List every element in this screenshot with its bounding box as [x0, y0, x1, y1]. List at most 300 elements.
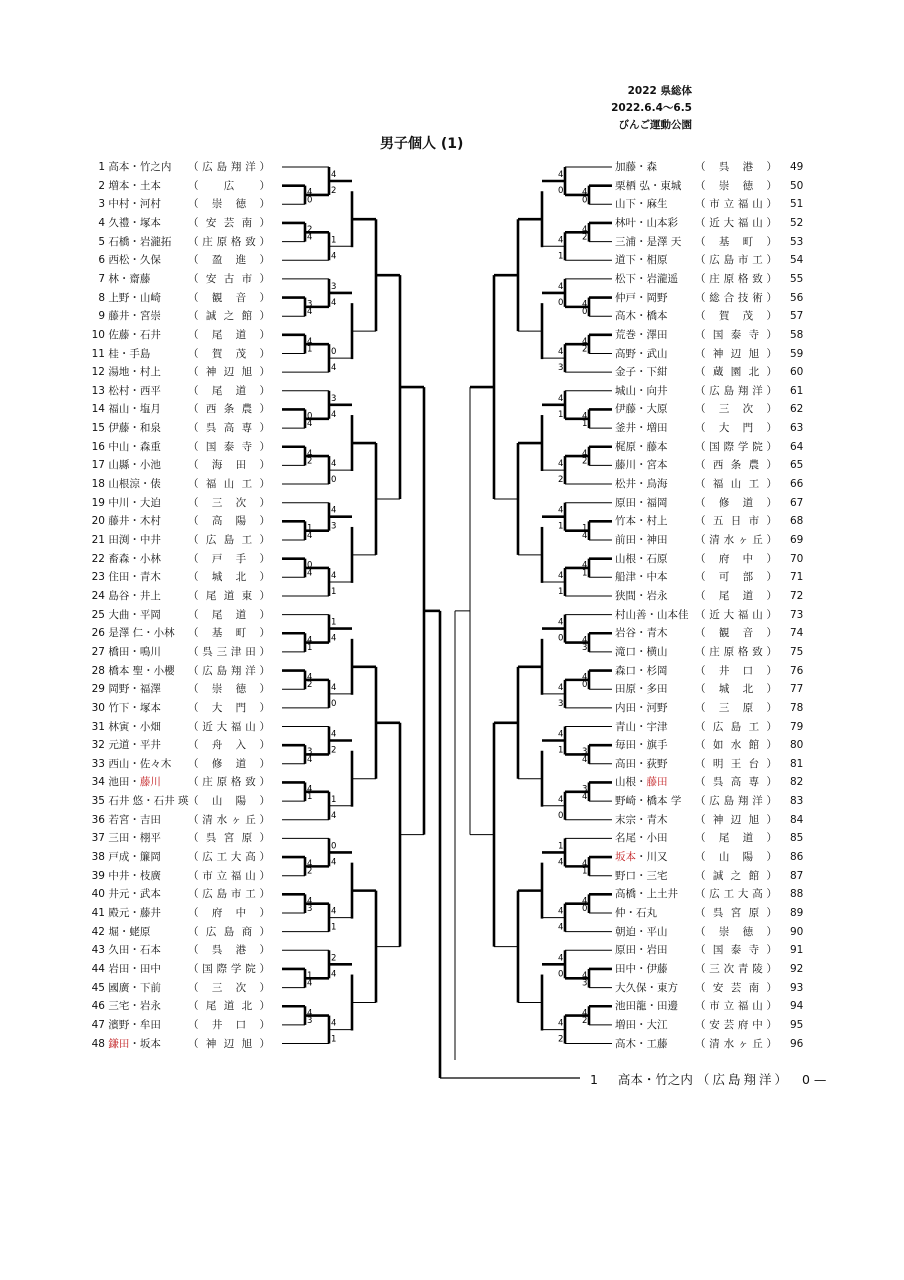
player-number: 25: [91, 608, 105, 621]
match-score: 4: [331, 682, 337, 693]
match-score: 2: [331, 953, 337, 964]
player-school: （ 呉 港 ）: [188, 944, 270, 957]
player-name: 林・齋藤: [108, 272, 151, 285]
match-score: 0: [558, 185, 564, 196]
match-score: 4: [558, 281, 564, 292]
player-number: 60: [790, 366, 804, 379]
player-name: 高橋・上土井: [615, 888, 678, 901]
player-name: 石井 悠・石井 瑛: [108, 795, 189, 808]
header-venue: びんご運動公園: [618, 119, 692, 131]
player-number: 30: [91, 701, 105, 714]
player-school: （ 清 水 ヶ 丘 ）: [695, 534, 777, 546]
player-number: 18: [91, 478, 105, 491]
player-number: 21: [91, 534, 105, 546]
player-school: （ 総 合 技 術 ）: [695, 291, 777, 304]
match-score: 4: [558, 729, 564, 740]
player-number: 13: [91, 384, 105, 397]
player-name: 釜井・増田: [615, 422, 668, 435]
player-school: （ 舟 入 ）: [188, 739, 270, 752]
player-school: （ 尾 道 ）: [695, 589, 777, 602]
player-school: （ 国 際 学 院 ）: [188, 962, 270, 975]
player-number: 28: [91, 664, 105, 677]
player-name: 高木・橋本: [615, 310, 668, 323]
player-number: 39: [91, 869, 105, 882]
player-number: 92: [790, 962, 804, 975]
player-number: 71: [790, 571, 804, 584]
header-year-event: 2022 県総体: [627, 85, 692, 97]
player-school: （ 広 島 翔 洋 ）: [188, 161, 270, 173]
player-school: （ 府 中 ）: [695, 552, 777, 565]
match-score: 4: [331, 505, 337, 516]
match-score: 1: [582, 523, 588, 534]
match-score: 2: [331, 185, 337, 196]
match-score: 4: [307, 859, 313, 870]
player-school: （ 呉 高 専 ）: [188, 422, 270, 435]
player-school: （ 市 立 福 山 ）: [695, 198, 777, 211]
player-school: （ 神 辺 旭 ）: [188, 366, 270, 379]
player-school: （ 盈 進 ）: [188, 254, 270, 267]
match-score: 2: [307, 866, 313, 877]
player-name: 若宮・吉田: [108, 813, 161, 826]
player-school: （ 如 水 館 ）: [695, 739, 777, 752]
match-score: 4: [331, 251, 337, 262]
player-number: 55: [790, 272, 804, 285]
match-score: 4: [331, 810, 337, 821]
player-number: 15: [91, 422, 105, 435]
player-school: （ 広 島 翔 洋 ）: [188, 664, 270, 677]
player-name: 高野・武山: [615, 347, 668, 360]
player-name: 桂・手島: [108, 347, 151, 360]
match-score: 4: [582, 187, 588, 198]
player-school: （ 福 山 工 ）: [695, 478, 777, 491]
player-school: （ 広 島 市 工 ）: [188, 888, 270, 901]
player-school: （ 城 北 ）: [188, 571, 270, 584]
player-number: 86: [790, 851, 804, 864]
player-name: 高田・荻野: [615, 757, 668, 770]
player-name: 朝迫・平山: [615, 925, 668, 938]
match-score: 2: [558, 475, 564, 486]
player-number: 72: [790, 589, 804, 602]
match-score: 3: [582, 978, 588, 989]
player-school: （ 海 田 ）: [188, 459, 270, 472]
match-score: 4: [307, 448, 313, 459]
player-name: 加藤・森: [615, 161, 657, 173]
player-school: （ 広 島 商 ）: [188, 925, 270, 938]
match-score: 4: [307, 187, 313, 198]
player-school: （ 呉 宮 原 ）: [695, 907, 777, 919]
player-school: （ 国 泰 寺 ）: [695, 328, 777, 341]
player-name: 住田・青木: [108, 571, 161, 584]
player-number: 8: [98, 291, 105, 304]
player-name: 佐藤・石井: [108, 328, 161, 341]
player-name: 荒巻・澤田: [615, 328, 668, 341]
winner-number: 1: [590, 1072, 598, 1087]
match-score: 1: [558, 409, 564, 420]
match-score: 1: [307, 642, 313, 653]
match-score: 1: [331, 235, 337, 246]
player-name: 上野・山崎: [108, 291, 161, 304]
page-title: 男子個人 (1): [380, 136, 464, 152]
player-name: 石橋・岩瀧拓: [108, 235, 172, 248]
player-school: （ 尾 道 東 ）: [188, 589, 270, 602]
player-number: 84: [790, 813, 804, 826]
player-name: 殿元・藤井: [108, 907, 161, 919]
player-number: 42: [91, 925, 105, 938]
player-number: 79: [790, 720, 804, 733]
player-school: （ 安 芸 南 ）: [188, 216, 270, 229]
player-number: 47: [91, 1018, 105, 1031]
player-school: （ 安 芸 府 中 ）: [695, 1018, 777, 1031]
player-school: （ 広 島 市 工 ）: [695, 254, 777, 267]
player-number: 80: [790, 739, 804, 752]
player-school: （ 大 門 ）: [695, 422, 777, 435]
player-number: 36: [91, 813, 105, 826]
player-name: 林叶・山本彩: [615, 216, 678, 229]
player-school: （ 広 島 工 ）: [188, 534, 270, 546]
player-school: （ 修 道 ）: [695, 496, 777, 509]
match-score: 4: [331, 1018, 337, 1029]
player-school: （ 尾 道 北 ）: [188, 1000, 270, 1013]
match-score: 3: [558, 698, 564, 709]
match-score: 0: [582, 680, 588, 691]
player-number: 66: [790, 478, 804, 491]
player-number: 65: [790, 459, 804, 472]
player-name: 福山・塩月: [108, 403, 161, 416]
player-school: （ 呉 港 ）: [695, 161, 777, 173]
player-school: （ 誠 之 館 ）: [188, 310, 270, 323]
match-score: 4: [582, 970, 588, 981]
player-name: 岡野・福澤: [108, 683, 161, 696]
match-score: 4: [582, 531, 588, 541]
player-name: 池田龍・田邊: [615, 1000, 678, 1013]
player-number: 94: [790, 1000, 804, 1013]
player-name: 西山・佐々木: [108, 757, 172, 770]
player-school: （ 広 ）: [188, 179, 270, 192]
player-number: 43: [91, 944, 105, 957]
player-name: 久田・石本: [108, 944, 161, 957]
match-score: 3: [307, 299, 313, 310]
match-score: 1: [307, 344, 313, 355]
match-score: 1: [582, 568, 588, 579]
player-name: 末宗・青木: [615, 813, 668, 826]
player-name: 道下・相原: [615, 254, 668, 267]
match-score: 4: [307, 672, 313, 683]
player-name: 仲戸・岡野: [615, 291, 668, 304]
player-school: （ 呉 宮 原 ）: [188, 832, 270, 845]
match-score: 4: [331, 363, 337, 374]
player-school: （ 庄 原 格 致 ）: [695, 272, 777, 285]
match-score: 1: [558, 841, 564, 852]
player-name: 藤川・宮本: [615, 459, 668, 472]
match-score: 4: [558, 617, 564, 628]
player-name: 久禮・塚本: [108, 216, 161, 229]
match-score: 3: [307, 904, 313, 914]
player-number: 73: [790, 608, 804, 621]
player-school: （ 尾 道 ）: [188, 384, 270, 397]
player-name: 是澤 仁・小林: [108, 627, 175, 640]
match-score: 4: [582, 754, 588, 765]
player-number: 95: [790, 1018, 804, 1031]
match-score: 4: [582, 672, 588, 683]
player-name: 鎌田・坂本: [108, 1037, 161, 1050]
player-school: （ 三 次 青 陵 ）: [695, 962, 777, 975]
player-name: 高木・工藤: [615, 1037, 668, 1050]
match-score: 1: [331, 617, 337, 628]
match-score: 0: [558, 633, 564, 644]
player-number: 46: [91, 1000, 105, 1013]
match-score: 4: [331, 857, 337, 868]
player-name: 西松・久保: [108, 254, 161, 267]
match-score: 2: [582, 232, 588, 243]
player-name: 名尾・小田: [615, 832, 668, 845]
match-score: 4: [558, 570, 564, 581]
player-number: 37: [91, 832, 105, 845]
player-name: 中山・森重: [108, 440, 161, 453]
player-school: （ 府 中 ）: [188, 907, 270, 919]
match-score: 4: [331, 729, 337, 740]
player-name: 三田・栩平: [108, 832, 161, 845]
player-school: （ 市 立 福 山 ）: [695, 1000, 777, 1013]
match-score: 4: [331, 170, 337, 180]
player-name: 野口・三宅: [615, 869, 668, 882]
player-school: （ 呉 三 津 田 ）: [188, 645, 270, 658]
player-name: 船津・中本: [615, 571, 668, 584]
match-score: 4: [558, 505, 564, 516]
player-name: 原田・岩田: [615, 944, 668, 957]
match-score: 4: [307, 978, 313, 989]
player-school: （ 安 古 市 ）: [188, 272, 270, 285]
match-score: 4: [307, 635, 313, 646]
match-score: 1: [331, 1034, 337, 1045]
match-score: 4: [331, 570, 337, 581]
match-score: 3: [331, 281, 337, 292]
player-number: 90: [790, 925, 804, 938]
player-school: （ 明 王 台 ）: [695, 757, 777, 770]
winner-score: 0: [801, 1072, 810, 1087]
player-number: 1: [98, 161, 105, 173]
header-dates: 2022.6.4～6.5: [611, 102, 692, 114]
match-score: 3: [582, 642, 588, 653]
match-score: 4: [307, 307, 313, 318]
player-school: （ 近 大 福 山 ）: [695, 216, 777, 229]
player-name: 城山・向井: [615, 384, 668, 397]
player-name: 橋田・鳴川: [108, 645, 161, 658]
player-name: 松下・岩瀧遥: [615, 272, 678, 285]
match-score: 4: [582, 560, 588, 571]
player-name: 橋本 聖・小櫻: [108, 664, 175, 677]
match-score: 4: [582, 336, 588, 347]
player-school: （ 庄 原 格 致 ）: [695, 645, 777, 658]
player-school: （ 清 水 ヶ 丘 ）: [188, 813, 270, 826]
player-number: 48: [91, 1037, 105, 1050]
player-number: 96: [790, 1037, 804, 1050]
player-number: 93: [790, 981, 804, 994]
match-score: 2: [558, 1034, 564, 1045]
player-school: （ 高 陽 ）: [188, 515, 270, 528]
player-name: 岩田・田中: [108, 962, 161, 975]
player-number: 26: [91, 627, 105, 640]
match-score: 0: [307, 195, 313, 206]
winner-dash: —: [813, 1072, 827, 1087]
match-score: 4: [582, 792, 588, 803]
match-score: 2: [582, 344, 588, 355]
player-school: （ 広 島 翔 洋 ）: [695, 795, 777, 808]
player-number: 2: [98, 179, 105, 192]
match-score: 4: [558, 1018, 564, 1029]
match-score: 0: [558, 810, 564, 821]
match-score: 0: [331, 347, 337, 358]
player-school: （ 市 立 福 山 ）: [188, 869, 270, 882]
player-school: （ 広 工 大 高 ）: [695, 888, 777, 901]
match-score: 4: [582, 448, 588, 459]
match-score: 4: [307, 568, 313, 579]
player-name: 中川・大迫: [108, 496, 161, 509]
player-school: （ 崇 徳 ）: [695, 925, 777, 938]
player-name: 松村・西平: [108, 384, 161, 397]
winner-name: 高本・竹之内: [617, 1072, 693, 1087]
player-school: （ 山 陽 ）: [188, 795, 270, 808]
player-number: 75: [790, 645, 804, 658]
player-number: 9: [98, 310, 105, 323]
player-number: 41: [91, 907, 105, 919]
player-name: 井元・武本: [108, 888, 161, 901]
player-number: 63: [790, 422, 804, 435]
winner-school: 広島翔洋: [712, 1072, 775, 1087]
match-score: 0: [307, 560, 313, 571]
player-name: 三浦・是澤 天: [615, 235, 682, 248]
match-score: 0: [558, 297, 564, 308]
match-score: 4: [307, 896, 313, 907]
player-name: 山下・麻生: [615, 198, 668, 211]
player-school: （ 蔵 園 北 ）: [695, 366, 777, 379]
player-school: （ 城 北 ）: [695, 683, 777, 696]
match-score: 4: [331, 459, 337, 470]
player-number: 56: [790, 291, 804, 304]
player-number: 61: [790, 384, 804, 397]
player-number: 16: [91, 440, 105, 453]
player-name: 竹本・村上: [615, 515, 668, 528]
player-school: （ 西 条 農 ）: [695, 459, 777, 472]
player-school: （ 可 部 ）: [695, 571, 777, 584]
player-school: （ 修 道 ）: [188, 757, 270, 770]
player-name: 金子・下紺: [615, 366, 668, 379]
player-school: （ 庄 原 格 致 ）: [188, 776, 270, 789]
player-name: 毎田・旗手: [615, 739, 668, 752]
player-name: 原田・福岡: [615, 496, 668, 509]
player-name: 池田・藤川: [108, 776, 161, 789]
player-school: （ 三 次 ）: [695, 403, 777, 416]
match-score: 4: [307, 531, 313, 541]
match-score: 4: [307, 232, 313, 243]
player-number: 11: [91, 347, 105, 360]
player-number: 24: [91, 589, 105, 602]
match-score: 4: [331, 297, 337, 308]
match-score: 4: [558, 347, 564, 358]
player-name: 野崎・橋本 学: [615, 795, 682, 808]
player-school: （ 三 次 ）: [188, 981, 270, 994]
player-number: 20: [91, 515, 105, 528]
match-score: 3: [307, 1015, 313, 1026]
match-score: 1: [331, 794, 337, 805]
player-name: 岩谷・青木: [615, 627, 668, 640]
player-name: 國廣・下前: [108, 981, 161, 994]
match-score: 1: [331, 586, 337, 597]
player-number: 74: [790, 627, 804, 640]
player-school: （ 崇 徳 ）: [188, 683, 270, 696]
match-score: 0: [582, 904, 588, 914]
player-number: 57: [790, 310, 804, 323]
player-name: 前田・神田: [615, 534, 668, 546]
player-number: 35: [91, 795, 105, 808]
player-school: （ 尾 道 ）: [695, 832, 777, 845]
player-name: 戸成・簾岡: [108, 851, 161, 864]
player-school: （ 近 大 福 山 ）: [695, 608, 777, 621]
player-number: 62: [790, 403, 804, 416]
match-score: 4: [331, 906, 337, 917]
match-score: 0: [331, 841, 337, 852]
match-score: 4: [558, 857, 564, 868]
match-score: 4: [582, 859, 588, 870]
player-school: （ 崇 徳 ）: [695, 179, 777, 192]
player-number: 88: [790, 888, 804, 901]
match-score: 0: [307, 411, 313, 422]
match-score: 4: [558, 922, 564, 933]
player-number: 32: [91, 739, 105, 752]
player-number: 38: [91, 851, 105, 864]
player-name: 大曲・平岡: [108, 608, 161, 621]
player-number: 87: [790, 869, 804, 882]
player-name: 滝口・横山: [615, 645, 668, 658]
player-name: 藤井・宮崇: [108, 310, 161, 323]
player-number: 81: [790, 757, 804, 770]
player-number: 70: [790, 552, 804, 565]
match-score: 1: [558, 521, 564, 532]
player-number: 68: [790, 515, 804, 528]
player-school: （ 三 次 ）: [188, 496, 270, 509]
player-school: （ 国 際 学 院 ）: [695, 440, 777, 453]
match-score: 4: [331, 633, 337, 644]
player-number: 49: [790, 161, 804, 173]
match-score: 0: [331, 698, 337, 709]
player-name: 中村・河村: [108, 198, 161, 211]
match-score: 1: [331, 922, 337, 933]
player-name: 湯地・村上: [108, 366, 161, 379]
player-number: 17: [91, 459, 105, 472]
player-number: 54: [790, 254, 804, 267]
player-name: 田原・多田: [615, 683, 668, 696]
player-number: 7: [98, 272, 105, 285]
player-school: （ 五 日 市 ）: [695, 515, 777, 528]
player-school: （ 神 辺 旭 ）: [695, 347, 777, 360]
player-school: （ 広 島 工 ）: [695, 720, 777, 733]
match-score: 0: [331, 475, 337, 486]
player-number: 64: [790, 440, 804, 453]
player-school: （ 神 辺 旭 ）: [188, 1037, 270, 1050]
player-school: （ 安 芸 南 ）: [695, 981, 777, 994]
match-score: 4: [307, 336, 313, 347]
player-number: 58: [790, 328, 804, 341]
match-score: 2: [307, 456, 313, 467]
player-name: 竹下・塚本: [108, 701, 161, 714]
player-school: （ 広 島 翔 洋 ）: [695, 384, 777, 397]
match-score: 4: [582, 299, 588, 310]
player-school: （ 観 音 ）: [188, 291, 270, 304]
player-number: 85: [790, 832, 804, 845]
player-school: （ 賀 茂 ）: [695, 310, 777, 323]
player-school: （ 広 工 大 高 ）: [188, 851, 270, 864]
match-score: 4: [558, 794, 564, 805]
match-score: 3: [582, 784, 588, 795]
